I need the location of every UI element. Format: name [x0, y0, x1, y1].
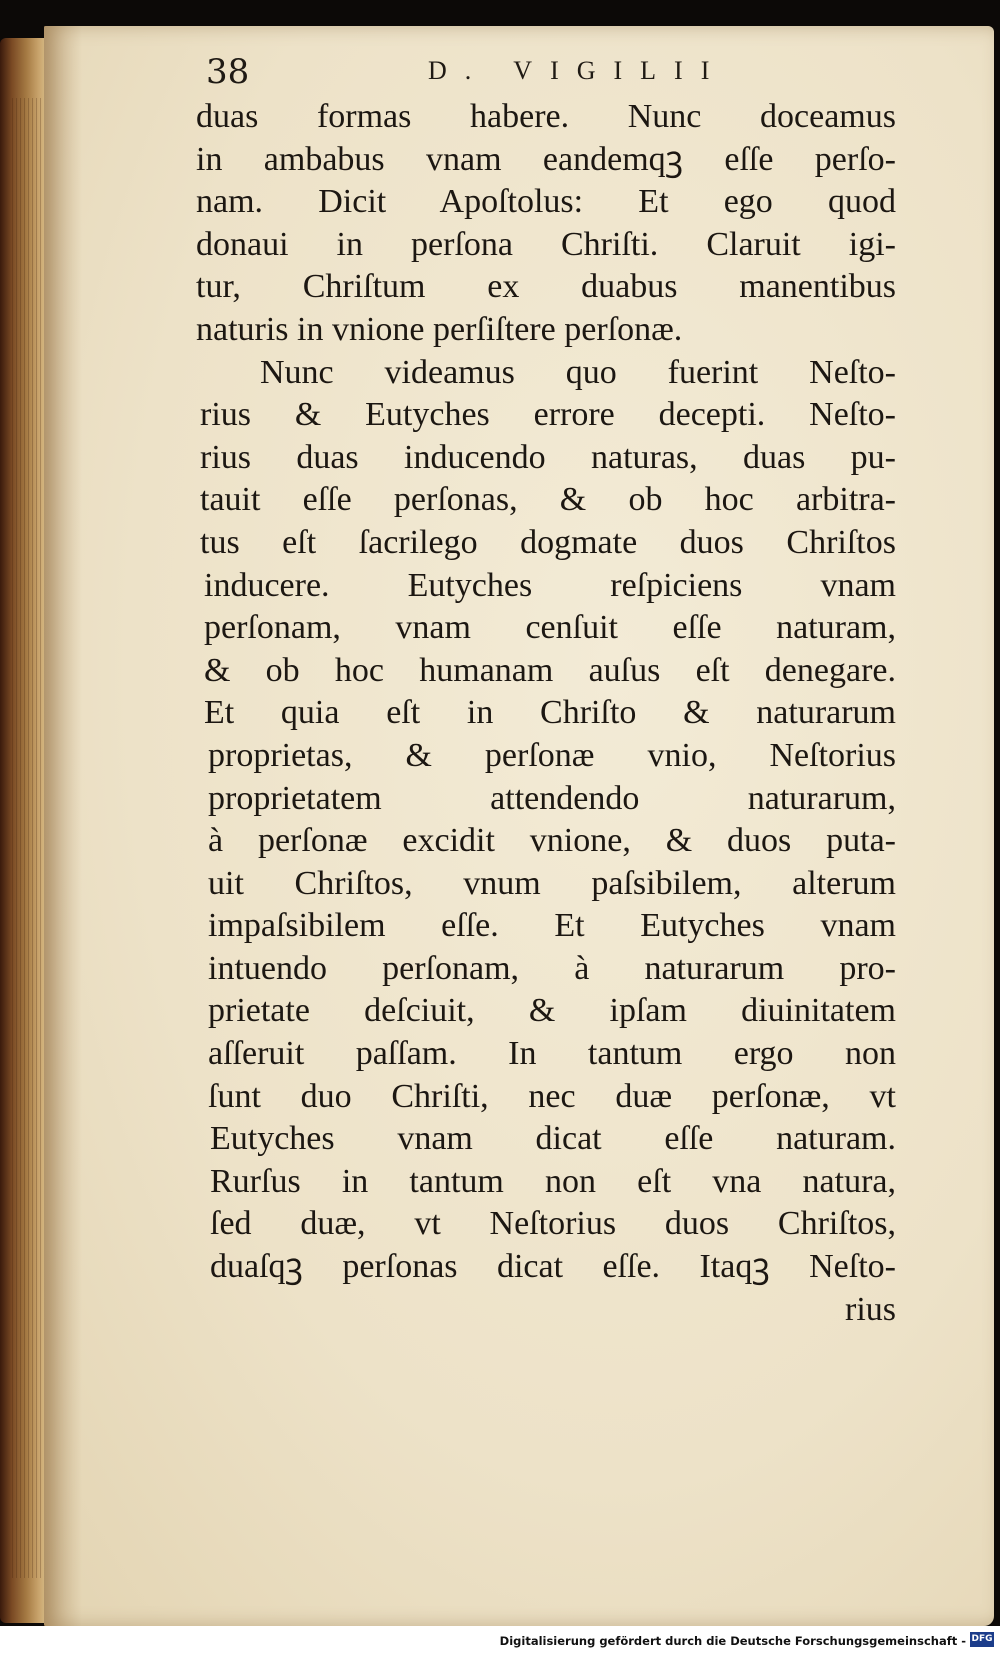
- text-line: tus eſt ſacrilego dogmate duos Chriſtos: [200, 523, 896, 561]
- text-line: prietate deſciuit, & ipſam diuinitatem: [208, 992, 896, 1030]
- text-line: à perſonæ excidit vnione, & duos puta-: [208, 822, 896, 860]
- text-line: Eutyches vnam dicat eſſe naturam.: [210, 1120, 896, 1158]
- page-number: 38: [206, 52, 250, 92]
- text-line: aſſeruit paſſam. In tantum ergo non: [208, 1035, 896, 1073]
- text-line: proprietas, & perſonæ vnio, Neſtorius: [208, 736, 896, 774]
- text-line: naturis in vnione perſiſtere perſonæ.: [196, 310, 683, 348]
- text-line: uit Chriſtos, vnum paſsibilem, alterum: [208, 864, 896, 902]
- text-line: & ob hoc humanam auſus eſt denegare.: [204, 651, 896, 689]
- text-line: duaſqꝫ perſonas dicat eſſe. Itaqꝫ Neſto-: [210, 1248, 896, 1286]
- text-line: ſunt duo Chriſti, nec duæ perſonæ, vt: [208, 1077, 896, 1115]
- text-line: donaui in perſona Chriſti. Claruit igi-: [196, 225, 896, 263]
- text-line: tur, Chriſtum ex duabus manentibus: [196, 268, 896, 306]
- dfg-logo-icon: DFG: [970, 1632, 994, 1647]
- page-gutter-shadow: [44, 26, 82, 1626]
- text-line: in ambabus vnam eandemqꝫ eſſe perſo-: [196, 140, 896, 178]
- book-page-edges: [0, 38, 48, 1623]
- text-line: inducere. Eutyches reſpiciens vnam: [204, 566, 896, 604]
- page-edge-lines: [12, 98, 42, 1578]
- text-line: impaſsibilem eſſe. Et Eutyches vnam: [208, 907, 896, 945]
- text-block: [196, 96, 896, 1331]
- page-header: [206, 52, 766, 102]
- text-line: perſonam, vnam cenſuit eſſe naturam,: [204, 609, 896, 647]
- text-line: Et quia eſt in Chriſto & naturarum: [204, 694, 896, 732]
- text-line: rius duas inducendo naturas, duas pu-: [200, 438, 896, 476]
- text-line: rius & Eutyches errore decepti. Neſto-: [200, 396, 896, 434]
- text-line: ſed duæ, vt Neſtorius duos Chriſtos,: [210, 1205, 896, 1243]
- text-line: nam. Dicit Apoſtolus: Et ego quod: [196, 183, 896, 221]
- text-line: proprietatem attendendo naturarum,: [208, 779, 896, 817]
- text-line: intuendo perſonam, à naturarum pro-: [208, 949, 896, 987]
- paragraph-start-line: Nunc videamus quo fuerint Neſto-: [260, 353, 896, 391]
- catchword: rius: [845, 1290, 896, 1328]
- funding-note: Digitalisierung gefördert durch die Deutsche Forschungsgemeinschaft -: [499, 1634, 966, 1648]
- running-head: D. VIGILII: [428, 56, 728, 85]
- text-line: duas formas habere. Nunc doceamus: [196, 98, 896, 135]
- digitization-footer: [0, 1626, 1000, 1655]
- text-line: Rurſus in tantum non eſt vna natura,: [210, 1162, 896, 1200]
- text-line: tauit eſſe perſonas, & ob hoc arbitra-: [200, 481, 896, 519]
